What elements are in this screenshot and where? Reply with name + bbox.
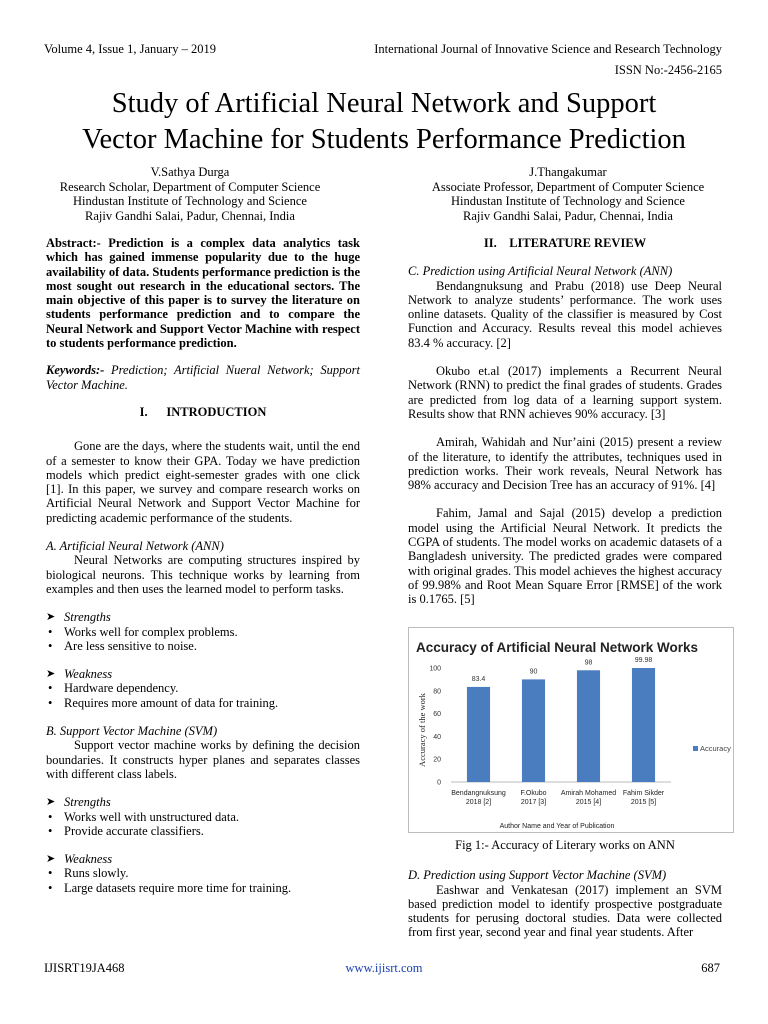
x-tick-label: 2015 [4] <box>575 799 602 806</box>
y-tick-label: 100 <box>429 665 441 673</box>
keywords-text: Prediction; Artificial Nueral Network; Support Vector Machine. <box>46 363 360 392</box>
legend-swatch <box>693 746 698 751</box>
y-tick-label: 20 <box>433 756 441 764</box>
list-item: • Are less sensitive to noise. <box>46 639 360 653</box>
x-tick-label: F.Okubo <box>520 790 547 797</box>
bar-value-label: 99.98 <box>634 657 653 665</box>
title-line-1: Study of Artificial Neural Network and Support <box>111 88 657 119</box>
author-block-2 <box>408 165 728 223</box>
section-title: LITERATURE REVIEW <box>509 236 647 250</box>
subsection-heading-ann-prediction: C. Prediction using Artificial Neural Network (ANN) <box>408 264 673 279</box>
svm-weakness-list <box>46 866 360 895</box>
section-number: I. <box>139 404 148 419</box>
lit-paragraph-2: Okubo et.al (2017) implements a Recurrent Neural Network (RNN) to predict the final grades of students. Grades are predicted from log data of a learning support system. Results show that RNN achieves 90% accuracy. [3] <box>408 364 722 421</box>
paper-title <box>20 86 748 158</box>
footer-page-number: 687 <box>701 961 720 975</box>
x-tick-label: Amirah Mohamed <box>560 790 617 797</box>
chart-bar <box>577 670 600 782</box>
list-item: • Provide accurate classifiers. <box>46 824 360 838</box>
right-column-lower <box>408 838 722 940</box>
list-item: • Works well for complex problems. <box>46 625 360 639</box>
section-heading-literature-review <box>408 236 722 250</box>
ann-weakness-list <box>46 681 360 710</box>
chart-bar <box>522 679 545 782</box>
website-link[interactable]: www.ijisrt.com <box>345 961 423 975</box>
list-item: • Requires more amount of data for training. <box>46 696 360 710</box>
bar-value-label: 98 <box>584 659 593 667</box>
section-title: INTRODUCTION <box>166 404 267 419</box>
legend-label: Accuracy <box>700 744 731 753</box>
chart-title: Accuracy of Artificial Neural Network Works <box>415 640 699 655</box>
journal-issn: ISSN No:-2456-2165 <box>614 63 722 77</box>
lit-paragraph-4: Fahim, Jamal and Sajal (2015) develop a prediction model using the Artificial Neural Network. It predicts the CGPA of students. The model works on academic datasets of a Bangladesh university. The predicted grades were compared with original grades. This model achieves the highest accuracy of 99.98% and Root Mean Square Error [RMSE] of the work is 0.1765. [5] <box>408 506 722 607</box>
footer-paper-id: IJISRT19JA468 <box>44 961 125 975</box>
svm-strengths-heading: ➤ Strengths <box>46 795 360 809</box>
ann-strengths-heading: ➤ Strengths <box>46 610 360 624</box>
list-item: • Hardware dependency. <box>46 681 360 695</box>
list-item: • Runs slowly. <box>46 866 360 880</box>
right-column <box>408 236 722 607</box>
author-role: Associate Professor, Department of Computer Science <box>431 179 705 194</box>
title-line-2: Vector Machine for Students Performance Prediction <box>82 124 686 155</box>
author-name: J.Thangakumar <box>529 165 607 179</box>
journal-volume: Volume 4, Issue 1, January – 2019 <box>44 42 216 56</box>
x-tick-label: 2017 [3] <box>520 799 547 806</box>
author-address: Rajiv Gandhi Salai, Padur, Chennai, India <box>463 208 673 223</box>
bar-value-label: 90 <box>529 668 538 676</box>
y-tick-label: 80 <box>433 688 441 696</box>
abstract: Abstract:- Prediction is a complex data analytics task which has gained immense popularity due to the huge availability of data. Students performance prediction is the most sought out research in the educational sectors. The main objective of this paper is to survey the literature on students performance prediction and to compare the Neural Network and Support Vector Machine with respect to students performance prediction. <box>46 236 360 351</box>
journal-name: International Journal of Innovative Science and Research Technology <box>374 42 722 56</box>
list-item: • Large datasets require more time for training. <box>46 881 360 895</box>
intro-paragraph: Gone are the days, where the students wait, until the end of a semester to know their GPA. Today we have prediction models which predict eight-semester grades with one click [1]. In this paper, we survey and compare research works on Artificial Neural Network and Support Vector Machine for predicting academic performance of the students. <box>46 439 360 525</box>
accuracy-chart <box>408 627 734 833</box>
author-name: V.Sathya Durga <box>150 165 230 179</box>
ann-strengths-list <box>46 625 360 654</box>
section-number: II. <box>483 236 497 250</box>
subsection-heading-ann: A. Artificial Neural Network (ANN) <box>46 539 224 554</box>
author-institution: Hindustan Institute of Technology and Science <box>73 194 307 209</box>
svm-weakness-heading: ➤ Weakness <box>46 852 360 866</box>
author-role: Research Scholar, Department of Computer Science <box>59 179 321 194</box>
lit-paragraph-5: Eashwar and Venkatesan (2017) implement an SVM based prediction model to identify prospective postgraduate students for perusing doctoral studies. Data were collected from first year, second year and final year students. After <box>408 882 722 940</box>
subsection-heading-svm: B. Support Vector Machine (SVM) <box>46 724 218 739</box>
x-tick-label: Fahim Sikder <box>622 790 665 797</box>
y-tick-label: 0 <box>437 779 441 787</box>
accuracy-chart-svg <box>409 628 733 832</box>
svm-strengths-list <box>46 810 360 839</box>
svm-paragraph: Support vector machine works by defining the decision boundaries. It constructs hyper planes and separates classes with different class labels. <box>46 738 360 781</box>
chart-bar <box>467 687 490 782</box>
bar-value-label: 83.4 <box>471 675 486 683</box>
footer-website <box>0 961 768 976</box>
y-tick-label: 40 <box>433 733 441 741</box>
keywords <box>46 363 360 392</box>
lit-paragraph-1: Bendangnuksung and Prabu (2018) use Deep Neural Network to analyze students’ performance. The work uses online datasets. Quality of the classifier is measured by Cost Function and Accuracy. Results reveal this model achieves 83.4 % accuracy. [2] <box>408 278 722 350</box>
section-heading-introduction <box>46 405 360 419</box>
figure-caption: Fig 1:- Accuracy of Literary works on ANN <box>455 838 675 852</box>
lit-paragraph-3: Amirah, Wahidah and Nur’aini (2015) present a review of the literature, to identify the attributes, techniques used in prediction works. Their work reveals, Neural Network has 98% accuracy and Decision Tree has an accuracy of 91%. [4] <box>408 435 722 493</box>
ann-weakness-heading: ➤ Weakness <box>46 667 360 681</box>
ann-paragraph: Neural Networks are computing structures inspired by biological neurons. This technique works by learning from examples and then uses the learned model to perform tasks. <box>46 553 360 596</box>
list-item: • Works well with unstructured data. <box>46 810 360 824</box>
chart-bar <box>632 668 655 782</box>
x-tick-label: 2018 [2] <box>465 799 492 806</box>
chart-x-axis-label: Author Name and Year of Publication <box>499 823 615 830</box>
author-block-1 <box>30 165 350 223</box>
y-tick-label: 60 <box>433 711 441 719</box>
left-column <box>46 236 360 895</box>
author-institution: Hindustan Institute of Technology and Science <box>451 194 685 209</box>
author-address: Rajiv Gandhi Salai, Padur, Chennai, India <box>85 208 295 223</box>
chart-y-axis-label: Accuracy of the work <box>417 693 427 767</box>
x-tick-label: 2015 [5] <box>630 799 657 806</box>
x-tick-label: Bendangnuksung <box>451 790 506 797</box>
keywords-label: Keywords:- <box>46 363 105 378</box>
subsection-heading-svm-prediction: D. Prediction using Support Vector Machine (SVM) <box>408 868 667 883</box>
